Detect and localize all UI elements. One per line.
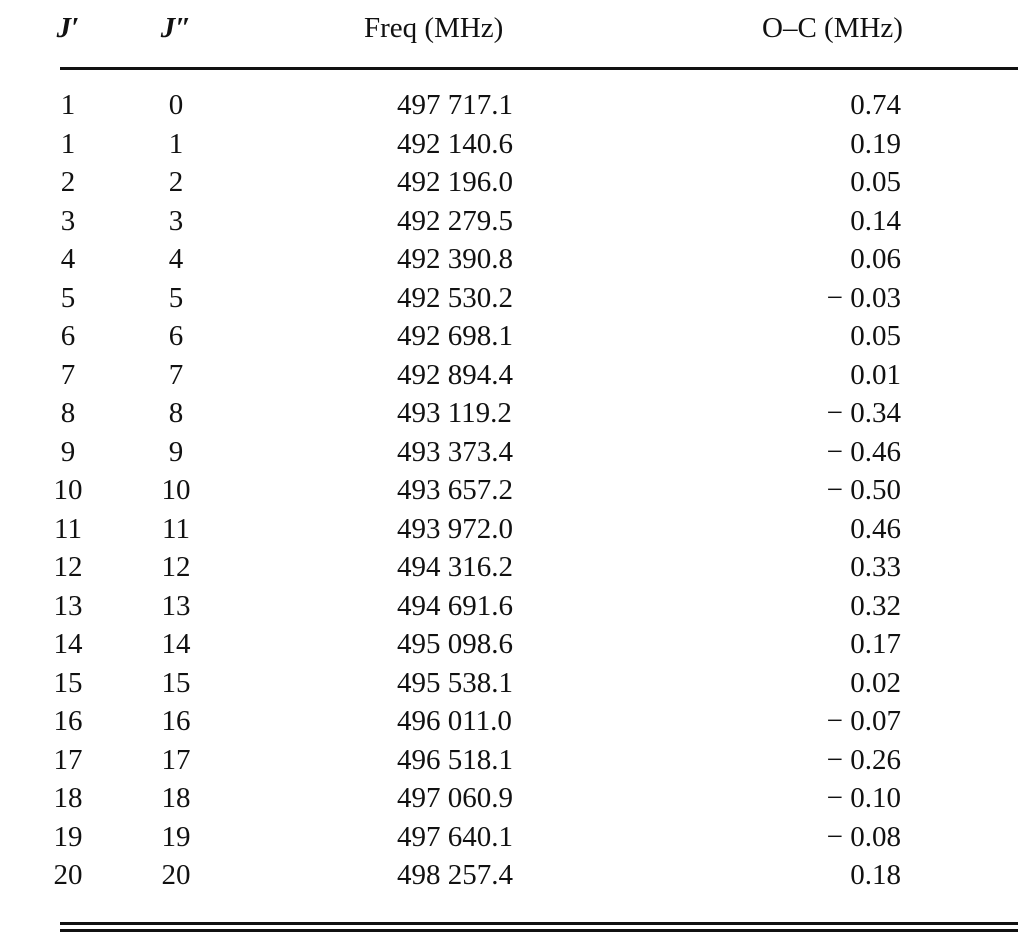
cell-j-prime: 14 — [53, 628, 83, 660]
cell-j-prime: 11 — [54, 512, 82, 545]
cell-j-prime: 18 — [53, 782, 83, 814]
cell-j-prime: 5 — [60, 281, 76, 314]
header-rule — [60, 67, 1018, 70]
cell-o-c: 0.05 — [850, 166, 901, 198]
cell-freq: 493 119.2 — [397, 397, 512, 429]
header-j-double-prime: J″ — [160, 12, 192, 44]
table-row — [0, 163, 1024, 201]
table-row — [0, 279, 1024, 317]
table-row — [0, 240, 1024, 278]
table-row — [0, 741, 1024, 779]
cell-freq: 492 196.0 — [397, 166, 513, 198]
table-row — [0, 356, 1024, 394]
cell-freq: 496 518.1 — [397, 743, 513, 776]
cell-o-c: − 0.46 — [826, 435, 901, 468]
cell-j-double-prime: 1 — [168, 127, 184, 160]
cell-o-c: 0.05 — [850, 320, 901, 352]
cell-freq: 492 530.2 — [397, 281, 513, 314]
cell-j-prime: 6 — [60, 320, 76, 352]
bottom-rule-lower — [60, 929, 1018, 932]
cell-j-prime: 7 — [60, 358, 76, 391]
cell-j-prime: 4 — [60, 243, 76, 275]
cell-j-double-prime: 14 — [161, 628, 191, 660]
table-row — [0, 818, 1024, 856]
cell-o-c: − 0.07 — [826, 705, 901, 737]
cell-j-double-prime: 8 — [168, 397, 184, 429]
cell-j-double-prime: 3 — [168, 204, 184, 237]
cell-j-prime: 2 — [60, 166, 76, 198]
cell-o-c: − 0.50 — [826, 474, 901, 506]
table-row — [0, 202, 1024, 240]
header-o-c: O–C (MHz) — [762, 12, 903, 44]
cell-j-prime: 15 — [53, 666, 83, 699]
cell-freq: 492 698.1 — [397, 320, 513, 352]
cell-o-c: 0.02 — [850, 666, 901, 699]
cell-j-prime: 1 — [60, 89, 76, 121]
cell-j-double-prime: 5 — [168, 281, 184, 314]
header-freq: Freq (MHz) — [364, 12, 504, 44]
bottom-rule-upper — [60, 922, 1018, 925]
table-row — [0, 510, 1024, 548]
cell-j-double-prime: 10 — [161, 474, 191, 506]
table-row — [0, 471, 1024, 509]
cell-j-prime: 19 — [53, 820, 83, 853]
cell-freq: 492 140.6 — [397, 127, 513, 160]
cell-o-c: 0.01 — [850, 358, 901, 391]
cell-j-double-prime: 19 — [161, 820, 191, 853]
cell-j-prime: 17 — [53, 743, 83, 776]
cell-o-c: 0.17 — [850, 628, 901, 660]
cell-j-prime: 12 — [53, 551, 83, 583]
cell-o-c: 0.19 — [850, 127, 901, 160]
cell-o-c: 0.14 — [850, 204, 901, 237]
cell-freq: 497 717.1 — [397, 89, 513, 121]
table-row — [0, 433, 1024, 471]
cell-j-prime: 10 — [53, 474, 83, 506]
cell-freq: 496 011.0 — [397, 705, 512, 737]
header-j-prime: J′ — [56, 12, 80, 44]
cell-freq: 493 373.4 — [397, 435, 513, 468]
cell-freq: 497 640.1 — [397, 820, 513, 853]
cell-o-c: 0.33 — [850, 551, 901, 583]
cell-freq: 492 279.5 — [397, 204, 513, 237]
cell-o-c: − 0.10 — [826, 782, 901, 814]
cell-freq: 493 657.2 — [397, 474, 513, 506]
cell-o-c: 0.74 — [850, 89, 901, 121]
cell-j-prime: 1 — [60, 127, 76, 160]
table-row — [0, 86, 1024, 124]
cell-j-prime: 9 — [60, 435, 76, 468]
cell-j-double-prime: 17 — [161, 743, 191, 776]
table-row — [0, 664, 1024, 702]
cell-freq: 494 316.2 — [397, 551, 513, 583]
table-row — [0, 587, 1024, 625]
cell-j-prime: 3 — [60, 204, 76, 237]
cell-o-c: 0.06 — [850, 243, 901, 275]
cell-freq: 497 060.9 — [397, 782, 513, 814]
cell-freq: 493 972.0 — [397, 512, 513, 545]
cell-j-prime: 16 — [53, 705, 83, 737]
cell-freq: 495 098.6 — [397, 628, 513, 660]
table-row — [0, 125, 1024, 163]
table-row — [0, 548, 1024, 586]
cell-o-c: 0.18 — [850, 859, 901, 891]
table-row — [0, 779, 1024, 817]
table-row — [0, 625, 1024, 663]
cell-freq: 492 390.8 — [397, 243, 513, 275]
cell-o-c: − 0.26 — [826, 743, 901, 776]
cell-o-c: 0.46 — [850, 512, 901, 545]
cell-j-double-prime: 2 — [168, 166, 184, 198]
cell-j-double-prime: 20 — [161, 859, 191, 891]
cell-o-c: − 0.34 — [826, 397, 901, 429]
cell-j-double-prime: 11 — [162, 512, 190, 545]
cell-j-double-prime: 15 — [161, 666, 191, 699]
table-row — [0, 394, 1024, 432]
cell-j-double-prime: 0 — [168, 89, 184, 121]
cell-j-double-prime: 12 — [161, 551, 191, 583]
cell-freq: 495 538.1 — [397, 666, 513, 699]
table-row — [0, 702, 1024, 740]
cell-j-prime: 13 — [53, 589, 83, 622]
cell-j-double-prime: 13 — [161, 589, 191, 622]
table-row — [0, 317, 1024, 355]
cell-o-c: − 0.08 — [826, 820, 901, 853]
cell-j-double-prime: 4 — [168, 243, 184, 275]
cell-j-double-prime: 18 — [161, 782, 191, 814]
cell-freq: 492 894.4 — [397, 358, 513, 391]
cell-o-c: − 0.03 — [826, 281, 901, 314]
cell-j-double-prime: 6 — [168, 320, 184, 352]
cell-j-double-prime: 7 — [168, 358, 184, 391]
table-row — [0, 856, 1024, 894]
cell-freq: 498 257.4 — [397, 859, 513, 891]
cell-j-prime: 20 — [53, 859, 83, 891]
cell-j-prime: 8 — [60, 397, 76, 429]
cell-o-c: 0.32 — [850, 589, 901, 622]
cell-j-double-prime: 16 — [161, 705, 191, 737]
cell-j-double-prime: 9 — [168, 435, 184, 468]
cell-freq: 494 691.6 — [397, 589, 513, 622]
